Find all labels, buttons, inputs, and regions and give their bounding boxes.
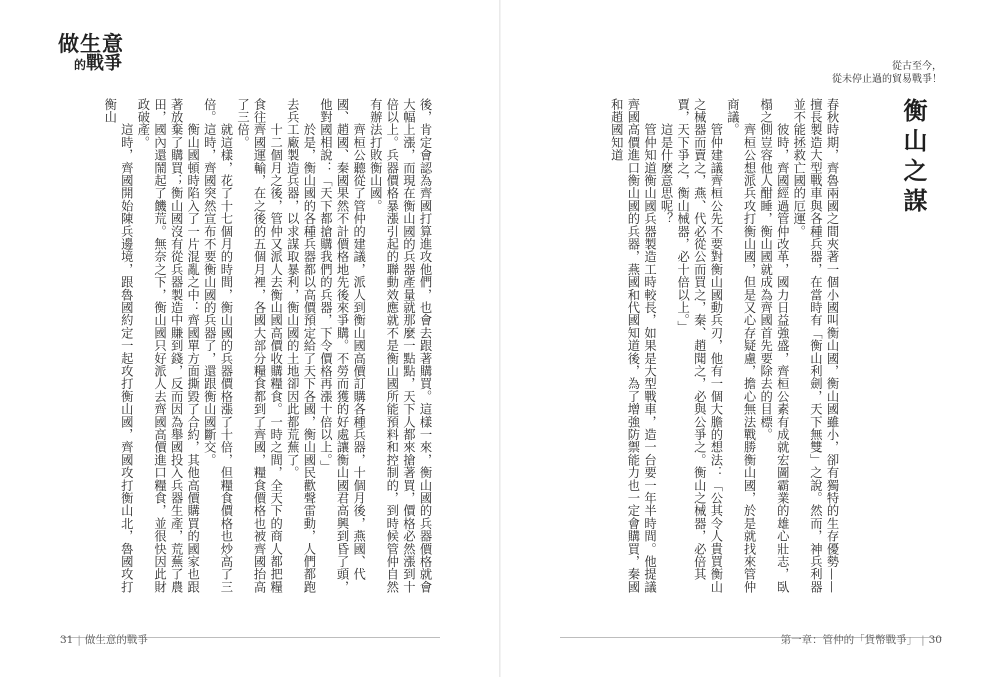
tagline	[832, 60, 942, 86]
right-page-number: 30	[928, 634, 942, 646]
left-book-title: 做生意的戰爭	[84, 634, 148, 646]
right-page-body: 春秋時期，齊魯兩國之間夾著一個小國叫衡山國，衡山國雖小，卻有獨特的生存優勢——擅長製造大型戰車與各種兵器，在當時有「衡山利劍，天下無雙」之說。然而，神兵利器並不能拯救亡國的厄運。 彼時，齊國經過管仲改革，國力日益強盛，齊桓公素有成就宏圖霸業的雄心壯志，臥榻之側豈容他人酣睡，衡山國就成為齊國首先要除去的目標。 齊桓公想派兵攻打衡山國，但是又心存疑慮，擔心無法戰勝衡山國，於是就找來管仲商議。 管仲建議齊桓公先不要對衡山國動兵刃，他有一個大膽的想法：「公其令人貴買衡山之械器而賣之，燕、代必從公而買之，秦、趙聞之，必與公爭之。衡山之械器，必倍其賈，天下爭之，衡山械器，必十倍以上。」 這是什麼意思呢？ 管仲知道衡山國兵器製造工時較長，如果是大型戰車，造一台要一年半時間。他提議齊國高價進口衡山國的兵器，燕國和代國知道後，為了增強防禦能力也一定會購買，秦國和趙國知道	[609, 98, 839, 594]
left-page-body: 後，肯定會認為齊國打算進攻他們，也會去跟著購買。這樣一來，衡山國的兵器價格就會大幅上漲，而現在衡山國的兵器產量就那麼一點點，天下人都來搶著買，價格必然漲到十倍以上。兵器價格暴漲引起的聯動效應就不是衡山國所能預料和控制的，到時候管仲自然有辦法打敗衡山國。 齊桓公聽從了管仲的建議，派人到衡山國高價訂購各種兵器，十個月後，燕國、代國、趙國、秦國果然不計價格地先後來爭購。不勞而獲的好處讓衡山國君高興到昏了頭，他對國相說：「天下都搶購我們的兵器，下令價格再漲十倍以上。」 於是，衡山國的各種兵器都以高價預定給了天下各國，衡山國民歡聲雷動，人們都跑去兵工廠製造兵器，以求謀取暴利，衡山國的土地卻因此都荒蕪了。 十二個月之後，管仲又派人去衡山國高價收購糧食。一時之間，全天下的商人都把糧食往齊國運輸，在之後的五個月裡，各國大部分糧食都到了齊國，糧食價格也被齊國抬高了三倍。 就這樣，花了十七個月的時間，衡山國的兵器價格漲了十倍，但糧食價格也炒高了三倍。這時，齊國突然宣布不要衡山國的兵器了，還跟衡山國斷交。 衡山國頓時陷入了一片混亂之中：齊國單方面撕毀了合約，其他高價購買的國家也跟著放棄了購買；衡山國沒有從兵器製造中賺到錢，反而因為舉國投入兵器生產，荒蕪了農田，國內還鬧起了饑荒。無奈之下，衡山國只好派人去齊國高價進口糧食，並很快因此財政破產。 這時，齊國開始陳兵邊境，跟魯國約定一起攻打衡山國，齊國攻打衡山北，魯國攻打衡山	[102, 98, 432, 594]
right-chapter-label: 第一章：管仲的「貨幣戰爭」	[780, 634, 918, 646]
logo-sub-big: 戰爭	[86, 53, 123, 74]
logo-sub-small: 的	[74, 58, 87, 72]
tagline-line-1: 從古至今，	[892, 61, 942, 72]
left-footer	[60, 632, 148, 647]
chapter-title: 衡山之謀	[899, 98, 928, 218]
logo-sub-text	[74, 53, 138, 74]
tagline-line-2: 從未停止過的貿易戰爭！	[832, 74, 942, 85]
book-spine	[499, 0, 501, 677]
book-logo	[58, 32, 138, 73]
right-footer	[781, 632, 942, 647]
left-page-number: 31	[60, 634, 74, 646]
footer-separator: |	[77, 634, 81, 646]
footer-separator: |	[921, 634, 925, 646]
logo-main-text: 做生意	[58, 31, 124, 56]
